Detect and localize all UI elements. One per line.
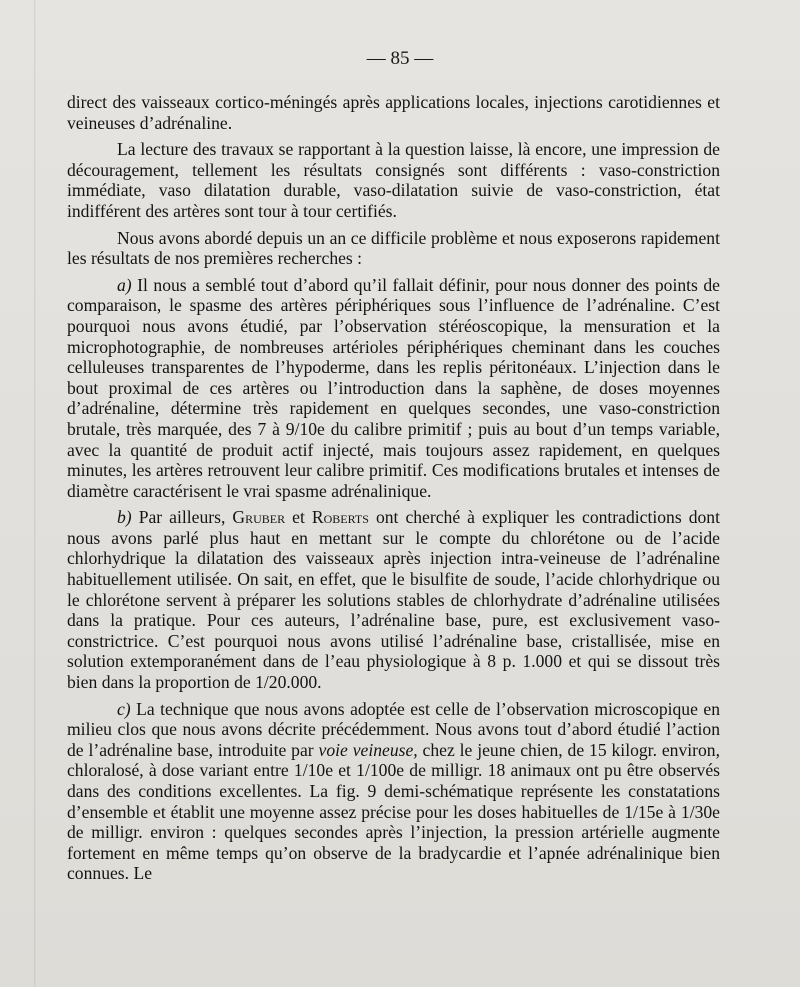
paragraph-b-text: ont cherché à expliquer les contradictions dont nous avons parlé plus haut en mettant sur le compte du chlorétone ou de l’acide chlorhydrique la dilatation des vaisseaux après injection intra-veineuse de l’adrénaline habituellement utilisée. On sait, en effet, que le bisulfite de soude, l’acide chlorhydrique ou le chlorétone servent à préparer les solutions stables de chlorhydrate d’adrénaline utilisées dans la pratique. Pour ces auteurs, l’adrénaline base, pure, est exclusivement vaso-constrictrice. C’est pourquoi nous avons utilisé l’adrénaline base, cristallisée, mise en solution extemporanément dans de l’eau physiologique à 8 p. 1.000 et qui se dissout très bien dans la proportion de 1/20.000. — [67, 507, 720, 693]
page-fold-shadow — [34, 0, 36, 987]
author-name: Roberts — [311, 507, 369, 528]
item-marker-c: c) — [117, 698, 131, 719]
paragraph-2: La lecture des travaux se rapportant à la question laisse, là encore, une impression de découragement, tellement les résultats consignés sont différents : vaso-constriction immédiate, vaso dilatation durable, vaso-dilatation suivie de vaso-constriction, état indifférent des artères sont tour à tour certifiés. — [67, 139, 720, 221]
paragraph-c-text-2: chez le jeune chien, de 15 kilogr. environ, chloralosé, à dose variant entre 1/10e et 1/100e de milligr. 18 animaux ont pu être observés dans des conditions excellentes. La fig. 9 demi-schématique représente les constatations d’ensemble et établit une moyenne assez précise pour les doses habituelles de 1/15e à 1/30e de milligr. environ : quelques secondes après l’injection, la pression artérielle augmente fortement en même temps qu’on observe de la bradycardie et l’apnée adrénalinique bien connues. Le — [67, 739, 720, 884]
author-name: Gruber — [232, 507, 286, 528]
paragraph-b — [67, 507, 720, 692]
conjunction: et — [292, 507, 305, 528]
paragraph-c — [67, 699, 720, 884]
paragraph-a — [67, 275, 720, 502]
paragraph-1: direct des vaisseaux cortico-méningés après applications locales, injections carotidiennes et veineuses d’adrénaline. — [67, 92, 720, 133]
item-marker-a: a) — [117, 274, 132, 295]
paragraph-b-lead: Par ailleurs, — [138, 507, 226, 528]
paragraph-a-text: Il nous a semblé tout d’abord qu’il fallait définir, pour nous donner des points de comparaison, le spasme des artères périphériques sous l’influence de l’adrénaline. C’est pourquoi nous avons étudié, par l’observation stéréoscopique, la mensuration et la microphotographie, de nombreuses artérioles périphériques cheminant dans les couches celluleuses transparentes de l’hypoderme, dans les replis péritonéaux. L’injection dans le bout proximal de ces artères ou l’introduction dans la saphène, de doses moyennes d’adrénaline, détermine très rapidement en quelques secondes, une vaso-constriction brutale, très marquée, des 7 à 9/10e du calibre primitif ; puis au bout d’un temps variable, avec la quantité de produit actif injecté, mais toujours assez rapidement, en quelques minutes, les artères retrouvent leur calibre primitif. Ces modifications brutales et intenses de diamètre caractérisent le vrai spasme adrénalinique. — [67, 274, 720, 501]
italic-phrase: voie veineuse, — [318, 739, 418, 760]
item-marker-b: b) — [117, 507, 132, 528]
body-text — [67, 92, 720, 890]
paragraph-c-text-1: La technique que nous avons adoptée est celle de l’observation microscopique en milieu clos que nous avons décrite précédemment. Nous avons tout d’abord étudié l’action de l’adrénaline base, introduite par — [67, 698, 720, 760]
paragraph-3: Nous avons abordé depuis un an ce difficile problème et nous exposerons rapidement les résultats de nos premières recherches : — [67, 227, 720, 269]
page-number: — 85 — — [366, 48, 434, 69]
